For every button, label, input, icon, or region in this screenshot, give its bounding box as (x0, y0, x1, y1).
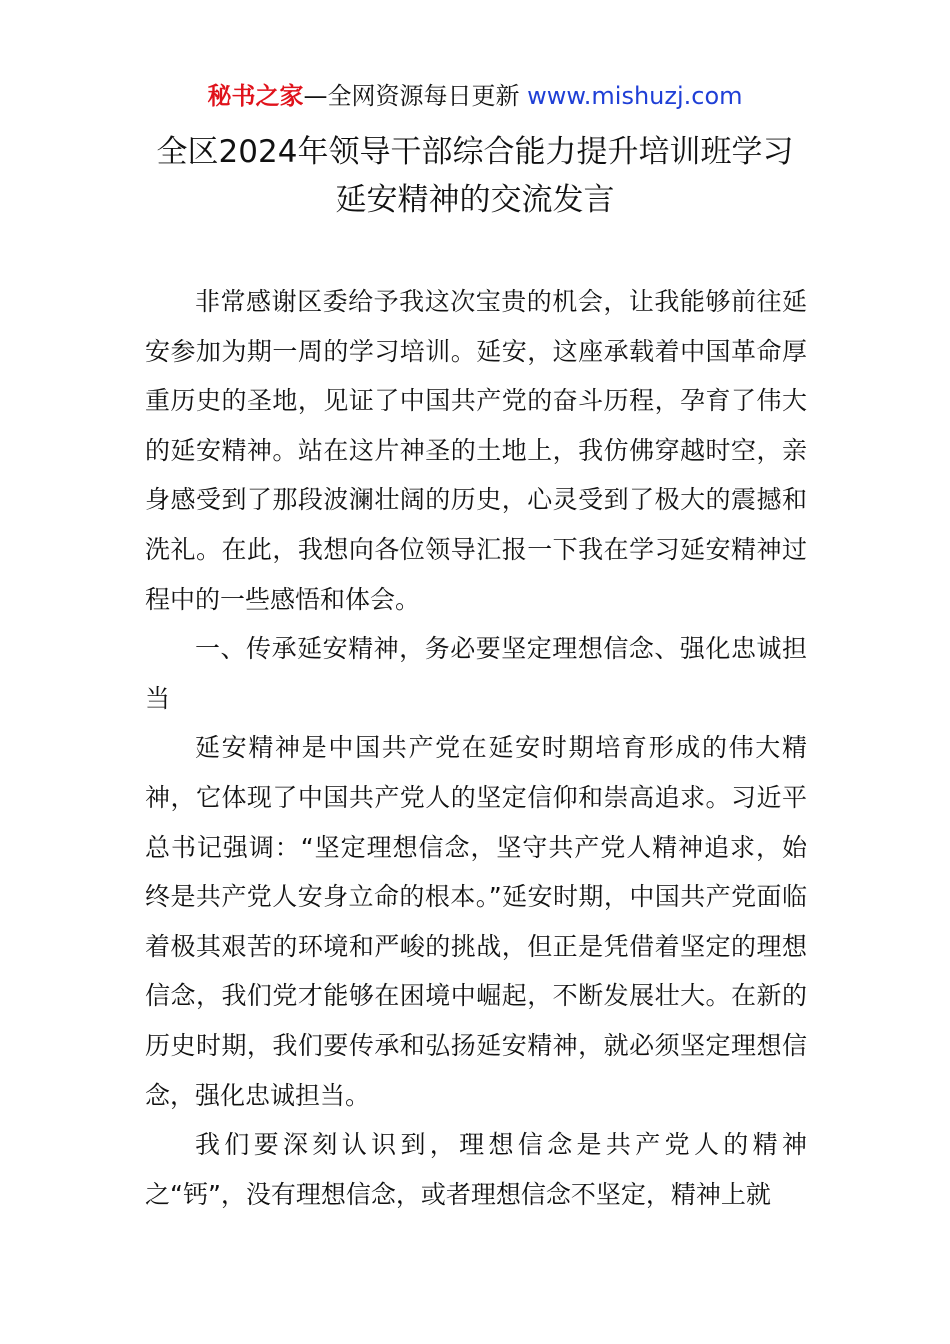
title-line-1: 全区2024年领导干部综合能力提升培训班学习 (156, 134, 794, 170)
section-heading-1: 一、传承延安精神，务必要坚定理想信念、强化忠诚担当 (145, 634, 807, 713)
paragraph-intro: 非常感谢区委给予我这次宝贵的机会，让我能够前往延安参加为期一周的学习培训。延安，这座承载着中国革命厚重历史的圣地，见证了中国共产党的奋斗历程，孕育了伟大的延安精神。站在这片神圣的土地上，我仿佛穿越时空，亲身感受到了那段波澜壮阔的历史，心灵受到了极大的震撼和洗礼。在此，我想向各位领导汇报一下我在学习延安精神过程中的一些感悟和体会。 (145, 287, 807, 614)
site-header (0, 80, 950, 112)
document-title (0, 128, 950, 224)
paragraph-ideals: 我们要深刻认识到，理想信念是共产党人的精神之“钙”，没有理想信念，或者理想信念不坚定，精神上就 (145, 1130, 807, 1209)
site-url-link[interactable]: www.mishuzj.com (527, 82, 743, 110)
document-body (145, 277, 807, 1219)
paragraph-yanan-spirit: 延安精神是中国共产党在延安时期培育形成的伟大精神，它体现了中国共产党人的坚定信仰和崇高追求。习近平总书记强调：“坚定理想信念，坚守共产党人精神追求，始终是共产党人安身立命的根本。”延安时期，中国共产党面临着极其艰苦的环境和严峻的挑战，但正是凭借着坚定的理想信念，我们党才能够在困境中崛起，不断发展壮大。在新的历史时期，我们要传承和弘扬延安精神，就必须坚定理想信念，强化忠诚担当。 (145, 733, 807, 1110)
brand-name: 秘书之家 (207, 82, 304, 110)
header-tagline: —全网资源每日更新 (303, 82, 528, 110)
title-line-2: 延安精神的交流发言 (335, 182, 615, 218)
